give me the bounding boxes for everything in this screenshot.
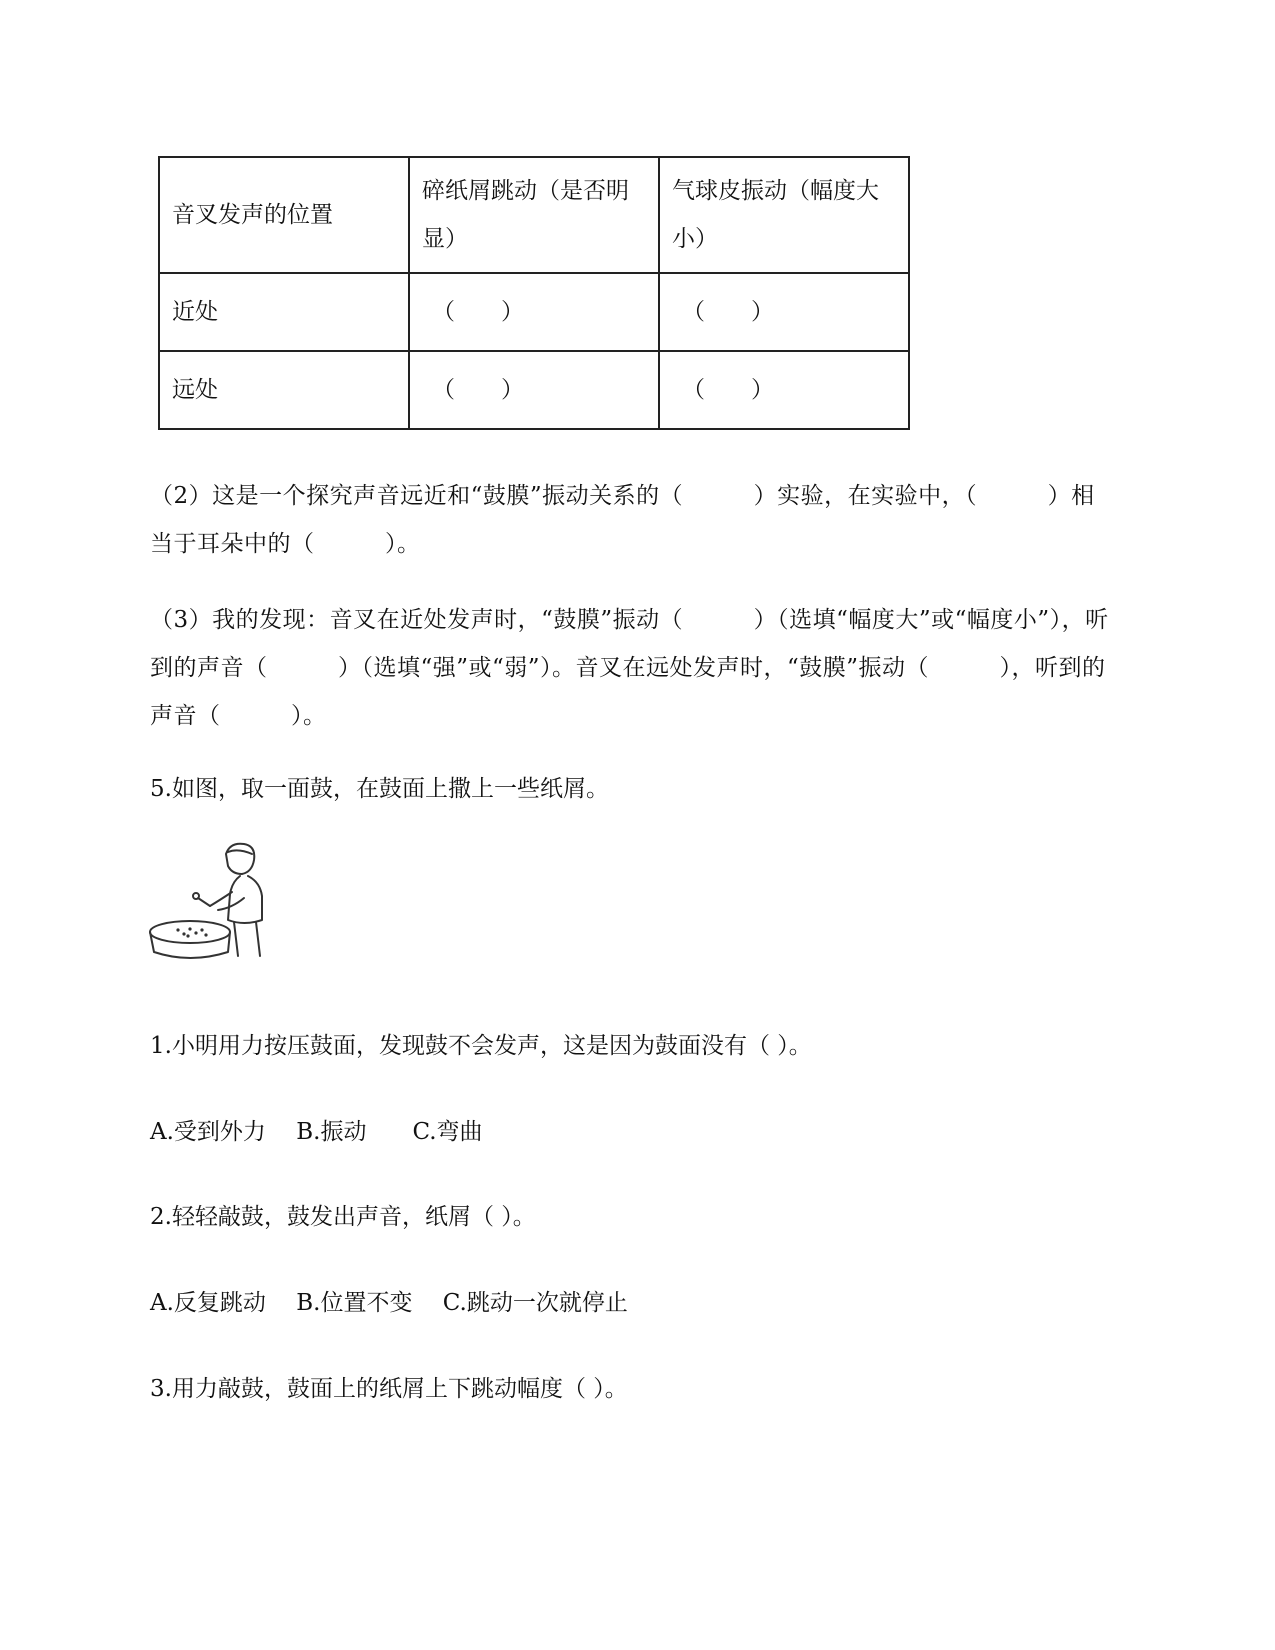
table-header-row <box>159 157 909 273</box>
sub-question-1: 1.小明用力按压鼓面，发现鼓不会发声，这是因为鼓面没有（ ）。 <box>150 1033 812 1059</box>
sub-question-2-options: A.反复跳动 B.位置不变 C.跳动一次就停止 <box>150 1290 628 1316</box>
header-paper-jump: 碎纸屑跳动（是否明显） <box>409 157 659 273</box>
question-5-intro: 5.如图，取一面鼓，在鼓面上撒上一些纸屑。 <box>150 776 609 802</box>
sub-question-1-options: A.受到外力 B.振动 C.弯曲 <box>150 1119 483 1145</box>
drum-boy-illustration <box>148 836 300 964</box>
table-row <box>159 351 909 429</box>
question-2: （2）这是一个探究声音远近和“鼓膜”振动关系的（ ）实验，在实验中，（ ）相当于耳朵中的（ ）。 <box>150 483 1095 557</box>
question-3: （3）我的发现：音叉在近处发声时，“鼓膜”振动（ ）（选填“幅度大”或“幅度小”），听到的声音（ ）（选填“强”或“弱”）。音叉在远处发声时，“鼓膜”振动（ ），听到的声音（ ）。 <box>150 607 1109 729</box>
sub-question-3: 3.用力敲鼓，鼓面上的纸屑上下跳动幅度（ ）。 <box>150 1376 628 1402</box>
answer-blank: （ ） <box>409 273 659 351</box>
table-row <box>159 273 909 351</box>
header-position: 音叉发声的位置 <box>159 157 409 273</box>
answer-blank: （ ） <box>659 351 909 429</box>
header-balloon-vibration: 气球皮振动（幅度大小） <box>659 157 909 273</box>
answer-blank: （ ） <box>659 273 909 351</box>
cell-position: 近处 <box>159 273 409 351</box>
sub-question-2: 2.轻轻敲鼓，鼓发出声音，纸屑（ ）。 <box>150 1204 536 1230</box>
answer-blank: （ ） <box>409 351 659 429</box>
experiment-table <box>158 156 910 430</box>
cell-position: 远处 <box>159 351 409 429</box>
